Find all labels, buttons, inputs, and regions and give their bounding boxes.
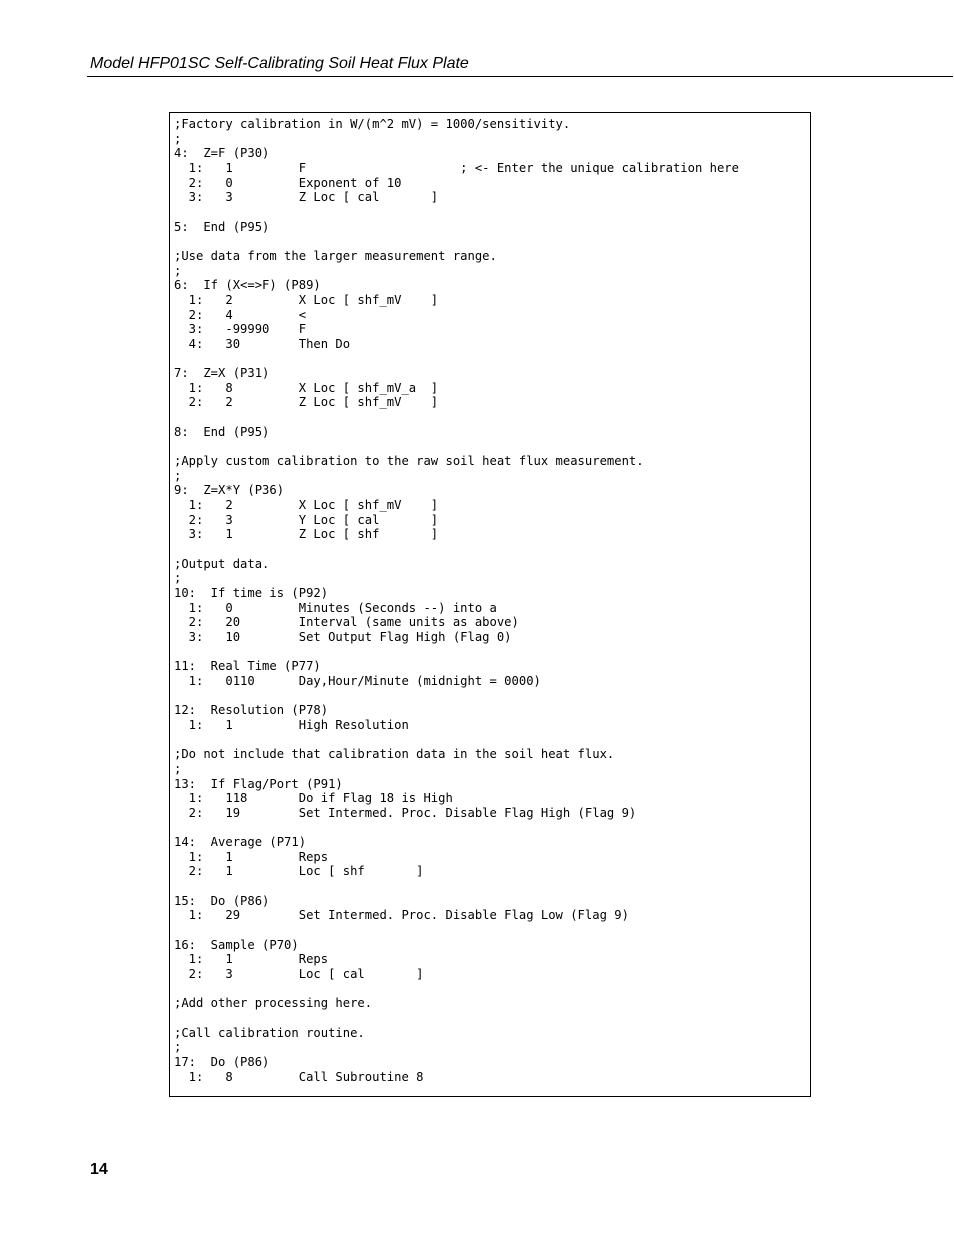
code-line: ; [174, 263, 182, 278]
code-line: 3: 3 Z Loc [ cal ] [174, 190, 439, 205]
code-line: ;Output data. [174, 556, 270, 571]
code-line: 8: End (P95) [174, 424, 270, 439]
code-line: ; [174, 468, 182, 483]
code-line: 1: 2 X Loc [ shf_mV ] [174, 292, 439, 307]
code-line: ; [174, 1040, 182, 1055]
code-line: 14: Average (P71) [174, 835, 307, 850]
code-line: 1: 0 Minutes (Seconds --) into a [174, 600, 497, 615]
code-line: 5: End (P95) [174, 219, 270, 234]
code-line: 1: 8 X Loc [ shf_mV_a ] [174, 380, 439, 395]
code-line: 11: Real Time (P77) [174, 659, 321, 674]
code-line: 2: 3 Y Loc [ cal ] [174, 512, 439, 527]
code-line: ;Use data from the larger measurement range. [174, 248, 497, 263]
code-line: 12: Resolution (P78) [174, 703, 329, 718]
code-line: ;Factory calibration in W/(m^2 mV) = 1000/sensitivity. [174, 117, 571, 131]
code-line: 2: 20 Interval (same units as above) [174, 615, 519, 630]
code-line: 15: Do (P86) [174, 893, 270, 908]
code-line: 2: 3 Loc [ cal ] [174, 967, 424, 982]
code-line: ; [174, 571, 182, 586]
code-line: ; [174, 131, 182, 146]
code-line: 4: 30 Then Do [174, 336, 351, 351]
code-line: 1: 118 Do if Flag 18 is High [174, 791, 453, 806]
code-line: 16: Sample (P70) [174, 937, 299, 952]
page-header-title: Model HFP01SC Self-Calibrating Soil Heat Flux Plate [90, 55, 469, 72]
code-line: 1: 1 High Resolution [174, 717, 409, 732]
code-line: 4: Z=F (P30) [174, 146, 270, 161]
code-line: 13: If Flag/Port (P91) [174, 776, 343, 791]
code-line: 1: 2 X Loc [ shf_mV ] [174, 498, 439, 513]
code-line: 10: If time is (P92) [174, 586, 329, 600]
page-number: 14 [90, 1161, 108, 1178]
code-line: 2: 0 Exponent of 10 [174, 175, 402, 190]
code-line: ;Call calibration routine. [174, 1025, 365, 1040]
code-line: 1: 1 Reps [174, 952, 329, 967]
code-line: 1: 1 F ; <- Enter the unique calibration here [174, 160, 739, 175]
code-line: 2: 19 Set Intermed. Proc. Disable Flag High (Flag 9) [174, 805, 637, 820]
code-line: ;Do not include that calibration data in the soil heat flux. [174, 747, 615, 762]
code-line: 2: 4 < [174, 307, 307, 322]
code-line: 1: 1 Reps [174, 849, 329, 864]
code-line: 1: 8 Call Subroutine 8 [174, 1069, 424, 1084]
program-listing [170, 113, 810, 1084]
code-line: 7: Z=X (P31) [174, 366, 270, 381]
code-line: ;Add other processing here. [174, 996, 373, 1011]
code-line: 6: If (X<=>F) (P89) [174, 278, 321, 293]
code-line: 2: 1 Loc [ shf ] [174, 864, 424, 879]
code-line: 3: -99990 F [174, 322, 307, 337]
code-line: ; [174, 761, 182, 776]
code-line: 1: 0110 Day,Hour/Minute (midnight = 0000) [174, 673, 541, 688]
code-line: 3: 10 Set Output Flag High (Flag 0) [174, 629, 512, 644]
program-listing-box [169, 112, 811, 1097]
code-line: 2: 2 Z Loc [ shf_mV ] [174, 395, 439, 410]
header-divider [87, 76, 953, 77]
code-line: ;Apply custom calibration to the raw soil heat flux measurement. [174, 454, 644, 469]
code-line: 9: Z=X*Y (P36) [174, 483, 285, 498]
code-line: 1: 29 Set Intermed. Proc. Disable Flag Low (Flag 9) [174, 908, 629, 923]
code-line: 3: 1 Z Loc [ shf ] [174, 527, 439, 542]
code-line: 17: Do (P86) [174, 1055, 270, 1069]
